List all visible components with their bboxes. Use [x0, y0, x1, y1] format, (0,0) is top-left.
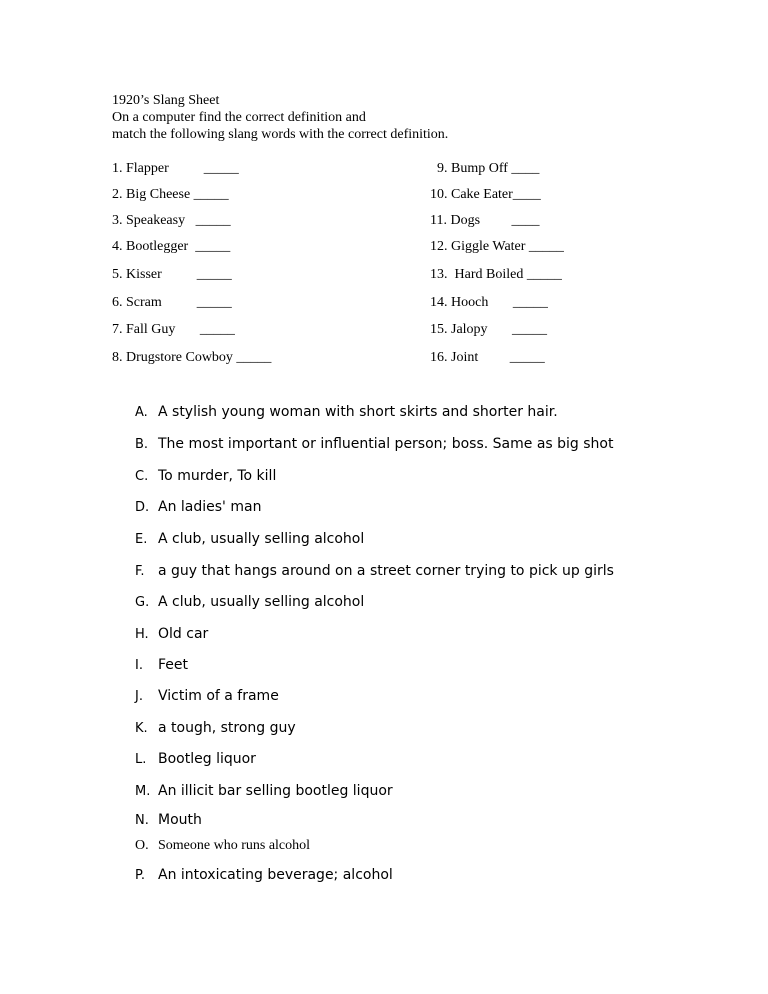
definition-text: To murder, To kill: [158, 468, 277, 484]
definition-text: Mouth: [158, 812, 202, 828]
instruction-line-2: match the following slang words with the correct definition.: [112, 127, 449, 142]
definition-item: [135, 497, 261, 517]
definition-letter: B.: [135, 437, 149, 452]
definition-letter: C.: [135, 469, 149, 484]
definition-item: [135, 865, 393, 885]
definition-item: [135, 686, 279, 706]
definition-text: Feet: [158, 657, 189, 673]
slang-word-item: 14. Hooch _____: [430, 295, 548, 310]
slang-word-item: 11. Dogs ____: [430, 213, 540, 228]
definition-text: An illicit bar selling bootleg liquor: [158, 783, 393, 799]
slang-word-item: 9. Bump Off ____: [430, 161, 540, 176]
definition-letter: K.: [135, 721, 148, 736]
definition-text: A stylish young woman with short skirts and shorter hair.: [158, 404, 558, 420]
definition-text: Someone who runs alcohol: [158, 838, 311, 853]
slang-word-item: 3. Speakeasy _____: [112, 213, 231, 228]
definition-text: Victim of a frame: [158, 688, 279, 704]
definition-letter: E.: [135, 532, 148, 547]
slang-word-item: 15. Jalopy _____: [430, 322, 548, 337]
definition-letter: G.: [135, 595, 150, 610]
definition-letter: O.: [135, 838, 149, 853]
definition-letter: L.: [135, 752, 147, 767]
slang-word-item: 2. Big Cheese _____: [112, 187, 229, 202]
definition-item: [135, 529, 364, 549]
slang-word-item: 4. Bootlegger _____: [112, 239, 231, 254]
slang-word-item: 6. Scram _____: [112, 295, 232, 310]
definition-letter: P.: [135, 868, 145, 883]
definition-letter: I.: [135, 658, 143, 673]
definition-letter: J.: [135, 689, 143, 704]
definition-text: a guy that hangs around on a street corner trying to pick up girls: [158, 563, 614, 579]
slang-word-item: 13. Hard Boiled _____: [430, 267, 562, 282]
definition-item: [135, 836, 310, 856]
definition-text: Bootleg liquor: [158, 751, 256, 767]
definition-letter: N.: [135, 813, 149, 828]
worksheet-title: 1920’s Slang Sheet: [112, 93, 220, 108]
definition-item: [135, 434, 613, 454]
definition-text: An intoxicating beverage; alcohol: [158, 867, 393, 883]
slang-word-item: 16. Joint _____: [430, 350, 545, 365]
slang-word-item: 7. Fall Guy _____: [112, 322, 235, 337]
definition-item: [135, 561, 614, 581]
definition-item: [135, 718, 296, 738]
slang-word-item: 10. Cake Eater____: [430, 187, 541, 202]
definition-letter: F.: [135, 564, 145, 579]
definition-letter: M.: [135, 784, 151, 799]
slang-word-item: 5. Kisser _____: [112, 267, 232, 282]
definition-item: [135, 624, 208, 644]
definition-text: Old car: [158, 626, 209, 642]
instruction-line-1: On a computer find the correct definition and: [112, 110, 366, 125]
definition-letter: A.: [135, 405, 148, 420]
definition-text: A club, usually selling alcohol: [158, 594, 365, 610]
worksheet-header: [112, 92, 448, 143]
definition-item: [135, 810, 202, 830]
definition-text: The most important or influential person; boss. Same as big shot: [158, 436, 614, 452]
definition-letter: H.: [135, 627, 149, 642]
slang-word-item: 12. Giggle Water _____: [430, 239, 564, 254]
slang-word-item: 8. Drugstore Cowboy _____: [112, 350, 272, 365]
definition-item: [135, 466, 276, 486]
definition-text: An ladies' man: [158, 499, 262, 515]
definition-item: [135, 402, 558, 422]
definition-letter: D.: [135, 500, 150, 515]
slang-word-item: 1. Flapper _____: [112, 161, 239, 176]
definition-item: [135, 781, 393, 801]
definition-text: a tough, strong guy: [158, 720, 296, 736]
definition-item: [135, 655, 188, 675]
definition-text: A club, usually selling alcohol: [158, 531, 365, 547]
definition-item: [135, 749, 256, 769]
definition-item: [135, 592, 364, 612]
